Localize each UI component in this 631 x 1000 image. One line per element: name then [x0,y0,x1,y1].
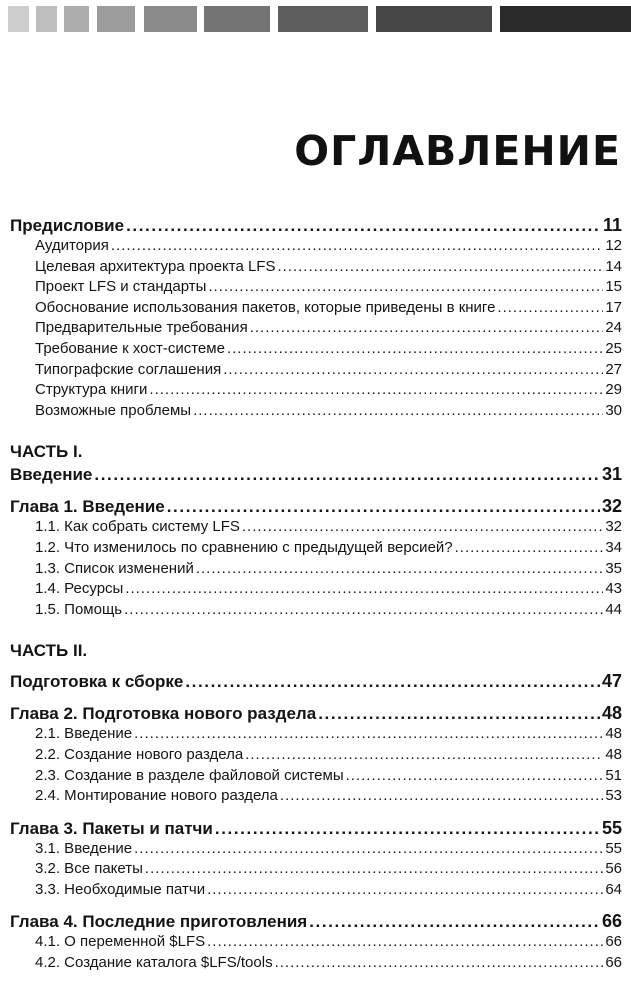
dot-leader [125,579,603,600]
dot-leader [196,559,603,580]
toc-subentry[interactable]: 4.1. О переменной $LFS ..... 66 [10,932,622,953]
toc-subentry[interactable]: Предварительные требования ..... 24 [10,318,622,339]
dot-leader [223,360,603,381]
bar-segment [278,6,368,32]
dot-leader [207,932,603,953]
toc-entry-chapter[interactable]: Глава 2. Подготовка нового раздела ..... 48 [10,702,622,724]
table-of-contents [10,214,622,974]
toc-subentry[interactable]: 3.1. Введение ..... 55 [10,839,622,860]
toc-subentry[interactable]: 2.1. Введение ..... 48 [10,724,622,745]
dot-leader [207,880,603,901]
toc-subentry[interactable]: 2.4. Монтирование нового раздела ..... 53 [10,786,622,807]
dot-leader [94,464,600,486]
dot-leader [346,766,604,787]
dot-leader [242,517,603,538]
dot-leader [275,953,604,974]
toc-entry-part[interactable]: Подготовка к сборке ..... 47 [10,670,622,692]
header-gradient-bar [0,6,631,32]
bar-segment [500,6,631,32]
dot-leader [208,277,603,298]
dot-leader [185,671,600,693]
toc-subentry[interactable]: 1.3. Список изменений ..... 35 [10,559,622,580]
toc-subentry[interactable]: 2.2. Создание нового раздела ..... 48 [10,745,622,766]
dot-leader [167,496,600,518]
toc-subentry[interactable]: 2.3. Создание в разделе файловой системы ..... 51 [10,766,622,787]
dot-leader [193,401,603,422]
toc-subentry[interactable]: 1.1. Как собрать систему LFS ..... 32 [10,517,622,538]
toc-subentry[interactable]: 3.3. Необходимые патчи ..... 64 [10,880,622,901]
dot-leader [497,298,603,319]
bar-segment [204,6,270,32]
bar-segment [376,6,492,32]
toc-subentry[interactable]: Обоснование использования пакетов, которые приведены в книге ..... 17 [10,298,622,319]
toc-subentry[interactable]: Типографские соглашения ..... 27 [10,360,622,381]
toc-subentry[interactable]: Требование к хост-системе ..... 25 [10,339,622,360]
part-label: ЧАСТЬ II. [10,641,88,661]
bar-segment [36,6,57,32]
toc-subentry[interactable]: Структура книги ..... 29 [10,380,622,401]
page-title: ОГЛАВЛЕНИЕ [294,127,621,175]
toc-subentry[interactable]: 4.2. Создание каталога $LFS/tools ..... 66 [10,953,622,974]
toc-entry-preface[interactable]: Предисловие ..... 11 [10,214,622,236]
dot-leader [134,839,603,860]
dot-leader [250,318,604,339]
bar-segment [97,6,135,32]
dot-leader [455,538,604,559]
toc-subentry[interactable]: 3.2. Все пакеты ..... 56 [10,859,622,880]
dot-leader [245,745,603,766]
bar-segment [144,6,197,32]
bar-segment [8,6,29,32]
dot-leader [145,859,603,880]
part-label: ЧАСТЬ I. [10,442,83,462]
toc-entry-chapter[interactable]: Глава 3. Пакеты и патчи ..... 55 [10,817,622,839]
dot-leader [318,703,600,725]
toc-subentry[interactable]: Возможные проблемы ..... 30 [10,401,622,422]
toc-entry-chapter[interactable]: Глава 1. Введение ..... 32 [10,495,622,517]
dot-leader [126,215,601,237]
dot-leader [309,911,600,933]
dot-leader [134,724,603,745]
toc-subentry[interactable]: 1.4. Ресурсы ..... 43 [10,579,622,600]
dot-leader [280,786,603,807]
toc-entry-part[interactable]: Введение ..... 31 [10,463,622,485]
dot-leader [149,380,603,401]
toc-subentry[interactable]: Целевая архитектура проекта LFS ..... 14 [10,257,622,278]
bar-segment [64,6,89,32]
dot-leader [215,818,600,840]
dot-leader [277,257,603,278]
dot-leader [111,236,603,257]
dot-leader [227,339,603,360]
toc-entry-chapter[interactable]: Глава 4. Последние приготовления ..... 66 [10,910,622,932]
toc-subentry[interactable]: 1.2. Что изменилось по сравнению с предыдущей версией? ..... 34 [10,538,622,559]
toc-subentry[interactable]: Проект LFS и стандарты ..... 15 [10,277,622,298]
dot-leader [124,600,603,621]
toc-subentry[interactable]: Аудитория ..... 12 [10,236,622,257]
toc-subentry[interactable]: 1.5. Помощь ..... 44 [10,600,622,621]
